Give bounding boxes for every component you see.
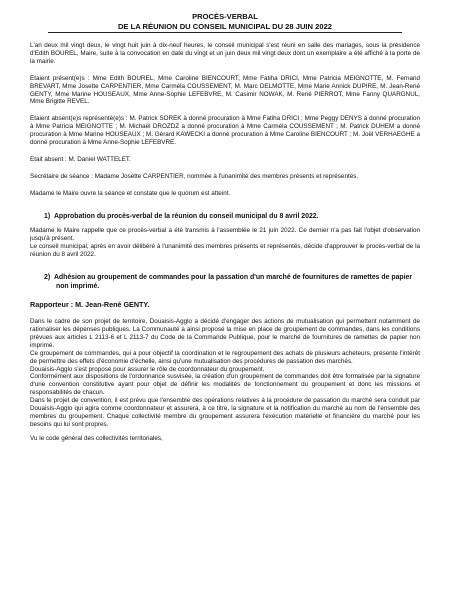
section-2-paragraph-2: Ce groupement de commandes, qui a pour objectif la coordination et le regroupement des achats de plusieurs acheteurs, présente l'intérêt de permettre des effets d'économie d'échelle, ainsi qu'une mutualisation des procédures de passation des marchés. [30,349,420,365]
secretary-paragraph: Secrétaire de séance : Madame Josette CARPENTIER, nommée à l'unanimité des membres présents et représentés. [30,172,359,180]
section-2-paragraph-6: Vu le code général des collectivités territoriales, [30,434,163,442]
quorum-line: Madame le Maire ouvre la séance et constate que le quorum est atteint. [30,189,231,197]
absent-member-line: Etait absent : M. Daniel WATTELET. [30,155,131,163]
rapporteur-line: Rapporteur : M. Jean-René GENTY. [30,300,150,310]
document-title-line-2: DE LA RÉUNION DU CONSEIL MUNICIPAL DU 28 JUIN 2022 [117,21,333,31]
represented-members-paragraph: Etaient absent(e)s représenté(e)s : M. Patrick SOREK à donné procuration à Mme Fatiha DRICI ; Mme Peggy DENYS à donné procuration à Mme Patricia MEIGNOTTE ; M. Michaël DROZDZ a donné procuration à Mme Carméla COUSSEMENT ; M. Patrick DUHEM a donné procuration à Mme Marine HOUSEAUX ; M. Gérard KAWECKI a donné procuration à Mme Caroline BIENCOURT ; M. Joël VERHAEGHE a donné procuration à Mme Anne-Sophie LEFEBVRE. [30,115,420,147]
section-2-paragraph-5: Dans le projet de convention, il est prévu que l'ensemble des opérations relatives à la procédure de passation du marché sera conduit par Douaisis-Agglo qui agira comme coordonnateur et assurera, à ce titre, la signature et la notification du marché au nom de l'ensemble des membres du groupement. Chaque collectivité membre du groupement assurera l'exécution matérielle et financière du marché pour les besoins qui lui sont propres. [30,397,420,428]
document-title-line-1: PROCÈS-VERBAL [192,12,258,21]
section-2-paragraph-1: Dans le cadre de son projet de territoire, Douaisis-Agglo a décidé d'engager des actions de mutualisation qui permettent notamment de rationaliser les dépenses publiques. La Communauté a ainsi proposé la mise en place de groupement de commandes, dans les conditions prévues aux articles L 2113-6 et L 2113-7 du Code de la Commande Publique, pour le marché de fournitures de ramettes de papier non imprimé. [30,318,420,349]
section-1-paragraph-2: Le conseil municipal, après en avoir délibéré à l'unanimité des membres présents et représentés, décide d'approuver le procès-verbal de la réunion du 8 avril 2022. [30,243,420,258]
section-2-paragraph-3: Douaisis-Agglo s'est proposé pour assurer le rôle de coordonnateur du groupement. [30,365,265,373]
section-2-paragraph-4: Conformément aux dispositions de l'ordonnance susvisée, la création d'un groupement de commandes doit être formalisée par la signature d'une convention constitutive ayant pour objet de définir les modalités de fonctionnement du groupement et donc les missions et responsabilités de chacun. [30,373,420,397]
present-members-paragraph: Etaient présent(e)s : Mme Edith BOUREL, Mme Caroline BIENCOURT, Mme Fatiha DRICI, Mme Patricia MEIGNOTTE, M. Fernand BREVART, Mme Josette CARPENTIER, Mme Carméla COUSSEMENT, M. Marc DELMOTTE, Mme Marie Annick DUPIRE, M. Jean-René GENTY, Mme Marine HOUSEAUX, Mme Anne-Sophie LEFEBVRE, M. Casimir NOWAK, M. René PIERROT, Mme Fanny QUARGNUL, Mme Brigitte REVEL. [30,74,420,106]
section-1-heading: 1) Approbation du procès-verbal de la réunion du conseil municipal du 8 avril 2022. [44,212,319,220]
section-2-heading: 2) Adhésion au groupement de commandes pour la passation d'un marché de fournitures de ramettes de papier non imprimé. [44,273,413,290]
section-1-paragraph-1: Madame le Maire rappelle que ce procès-verbal a été transmis à l'assemblée le 21 juin 2022. Ce dernier n'a pas fait l'objet d'observation jusqu'à présent. [30,227,420,243]
intro-paragraph: L'an deux mil vingt deux, le vingt huit juin à dix-neuf heures, le conseil municipal s'est réuni en salle des mariages, sous la présidence d'Edith BOUREL, Maire, suite à la convocation en date du vingt et un juin deux mil vingt deux dont un exemplaire a été affiché à la porte de la mairie. [30,42,420,65]
